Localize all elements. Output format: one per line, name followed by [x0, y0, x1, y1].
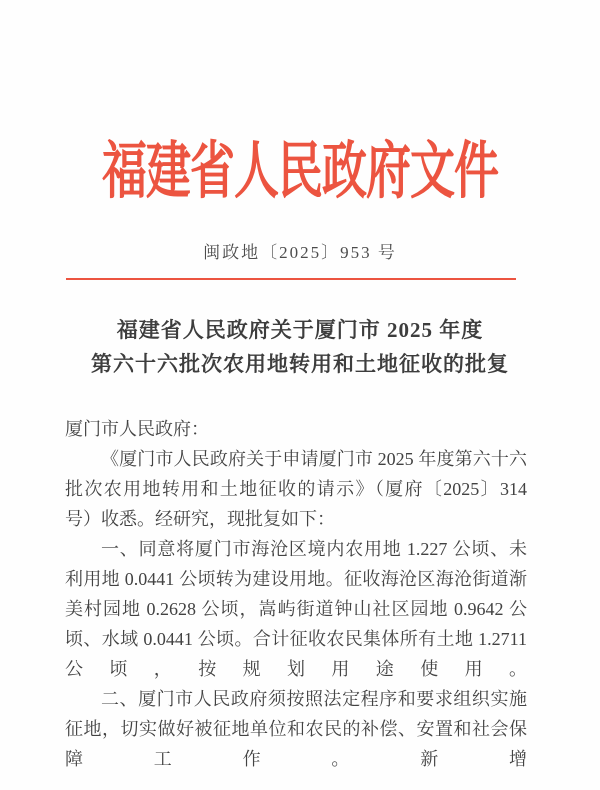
document-body — [65, 414, 527, 774]
document-title-line1: 福建省人民政府关于厦门市 2025 年度 — [116, 318, 484, 342]
document-header-title: 福建省人民政府文件 — [101, 136, 498, 206]
body-paragraph-reference: 《厦门市人民政府关于申请厦门市 2025 年度第六十六批次农用地转用和土地征收的请示》（厦府〔2025〕314 号）收悉。经研究，现批复如下： — [65, 449, 527, 529]
red-divider-line — [66, 278, 516, 280]
document-title — [0, 313, 600, 381]
body-paragraph-item1: 一、同意将厦门市海沧区境内农用地 1.227 公顷、未利用地 0.0441 公顷转为建设用地。征收海沧区海沧街道渐美村园地 0.2628 公顷，嵩屿街道钟山社区园地 0.9642 公顷、水域 0.0441 公顷。合计征收农民集体所有土地 1.2711 公顷，按规划用途使用。 — [65, 539, 527, 679]
document-title-line2: 第六十六批次农用地转用和土地征收的批复 — [91, 352, 509, 376]
document-number: 闽政地〔2025〕953 号 — [203, 243, 397, 262]
body-paragraph-item2: 二、厦门市人民政府须按照法定程序和要求组织实施征地，切实做好被征地单位和农民的补偿、安置和社会保障工作。新增 — [65, 689, 527, 769]
salutation: 厦门市人民政府： — [65, 419, 209, 439]
